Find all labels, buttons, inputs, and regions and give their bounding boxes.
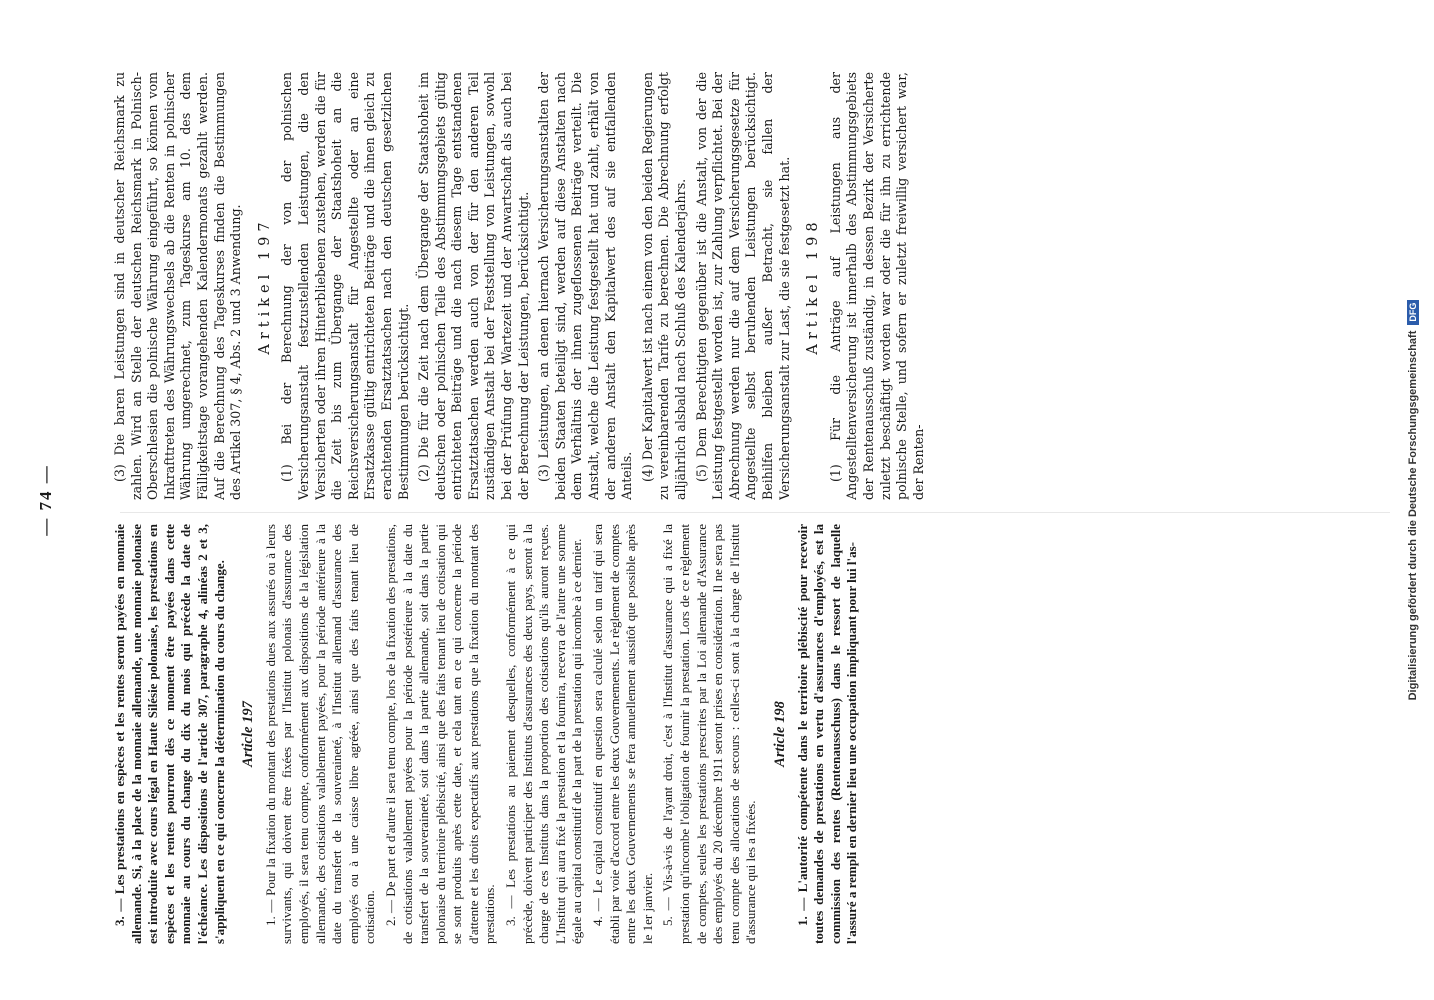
fr-article-198-heading: Article 198 <box>771 701 788 767</box>
fr-article-197-heading: Article 197 <box>240 701 257 767</box>
fr-paragraph: 5. — Vis-à-vis de l'ayant droit, c'est à l'Institut d'assurance qui a fixé la prestation qu'incombe l'obligation de fournir la prestation. Lors de ce règlement de comptes, seules les prestations prescrites par la Loi allemande d'Assurance des employés du 20 décembre 1911 seront prises en considération. Il ne sera pas tenu compte des allocations de secours : celles-ci sont à la charge de l'Institut d'assurance qui les a fixées. <box>660 524 759 944</box>
de-paragraph: (3) Die baren Leistungen sind in deutscher Reichsmark zu zahlen. Wird an Stelle der deutschen Reichsmark in Polnisch-Oberschlesien die polnische Währung eingeführt, so können vom Inkrafttreten des Währungswechsels ab die Renten in polnischer Währung umgerechnet, zum Tageskurse am 10. des dem Fälligkeitstage vorangehenden Kalendermonats gezahlt werden. Auf die Berechnung des Tageskurses finden die Bestimmungen des Artikel 307, § 4, Abs. 2 und 3 Anwendung. <box>112 72 244 500</box>
page-number: — 74 — <box>36 464 55 536</box>
column-divider <box>120 512 1390 513</box>
french-column <box>112 524 1402 944</box>
dfg-logo-icon: DFG <box>1407 300 1419 325</box>
fr-paragraph: 1. — L'autorité compétente dans le territoire plébiscité pour recevoir toutes demandes de prestations en vertu d'assurances d'employés, est la commission des rentes (Rentenausschuss) dans le ressort de laquelle l'assuré a rempli en dernier lieu une occupation impliquant pour lui l'as- <box>794 524 860 944</box>
de-paragraph: (5) Dem Berechtigten gegenüber ist die Anstalt, von der die Leistung festgestellt worden ist, zur Zahlung verpflichtet. Bei der Abrechnung werden nur die auf dem Versicherungsgesetze für Angestellte selbst beruhenden Leistungen berücksichtigt. Beihilfen bleiben außer Betracht, sie fallen der Versicherungsanstalt zur Last, die sie festgesetzt hat. <box>693 72 792 500</box>
de-paragraph: (3) Leistungen, an denen hiernach Versicherungsanstalten der beiden Staaten beteiligt sind, werden auf diese Anstalten nach dem Verhältnis der ihnen zugeflossenen Beiträge verteilt. Die Anstalt, welche die Leistung festgestellt hat und zahlt, erhält von der anderen Anstalt den Kapitalwert des auf sie entfallenden Anteils. <box>536 72 635 500</box>
de-paragraph: (1) Für die Anträge auf Leistungen aus der Angestelltenversicherung ist innerhalb des Abstimmungsgebiets der Rentenausschuß zuständig, in dessen Bezirk der Versicherte zuletzt beschäftigt worden war oder die für ihn zu errichtende polnische Stelle, und sofern er zuletzt freiwillig versichert war, der Renten- <box>827 72 926 500</box>
german-column <box>112 72 1402 500</box>
de-artikel-197-heading: Artikel 197 <box>256 217 273 355</box>
digitization-watermark <box>1400 60 1426 940</box>
de-paragraph: (2) Die für die Zeit nach dem Übergange der Staatshoheit im deutschen oder polnischen Teile des Abstimmungsgebiets gültig entrichteten Beiträge und die nach diesem Tage entstandenen Ersatztatsachen werden auch von der für den anderen Teil zuständigen Anstalt bei der Feststellung von Leistungen, sowohl bei der Prüfung der Wartezeit und der Anwartschaft als auch bei der Berechnung der Leistungen, berücksichtigt. <box>416 72 531 500</box>
de-paragraph: (4) Der Kapitalwert ist nach einem von den beiden Regierungen zu vereinbarenden Tarife zu berechnen. Die Abrechnung erfolgt alljährlich alsbald nach Schluß des Kalenderjahrs. <box>639 72 688 500</box>
fr-paragraph: 2. — De part et d'autre il sera tenu compte, lors de la fixation des prestations, de cotisations valablement payées pour la période postérieure à la date du transfert de la souveraineté, soit dans la partie allemande, soit dans la partie polonaise du territoire plébiscité, ainsi que des faits tenant lieu de cotisation qui se sont produits après cette date, et cela tant en ce qui concerne la période d'attente et les droits expectatifs aux prestations que la fixation du montant des prestations. <box>382 524 498 944</box>
de-paragraph: (1) Bei der Berechnung der von der polnischen Versicherungsanstalt festzustellenden Leistungen, die den Versicherten oder ihren Hinterbliebenen zustehen, werden die für die Zeit bis zum Übergange der Staatshoheit an die Reichsversicherungsanstalt für Angestellte oder an eine Ersatzkasse gültig entrichteten Beiträge und die ihnen gleich zu erachtenden Ersatztatsachen nach den deutschen gesetzlichen Bestimmungen berücksichtigt. <box>279 72 411 500</box>
fr-paragraph: 1. — Pour la fixation du montant des prestations dues aux assurés ou à leurs survivants, qui doivent être fixées par l'Institut polonais d'assurance des employés, il sera tenu compte, conformément aux dispositions de la législation allemande, des cotisations valablement payées, pour la période antérieure à la date du transfert de la souveraineté, à l'Institut allemand d'assurance des employés ou à une caisse libre agréée, ainsi que des faits tenant lieu de cotisation. <box>262 524 378 944</box>
watermark-text: Digitalisierung gefördert durch die Deutsche Forschungsgemeinschaft <box>1407 330 1419 701</box>
fr-paragraph: 3. — Les prestations au paiement desquelles, conformément à ce qui précède, doivent participer des Instituts d'assurances des deux pays, seront à la charge de ces Instituts dans la proportion des cotisations qu'ils auront reçues. L'Institut qui aura fixé la prestation et la fournira, recevra de l'autre une somme égale au capital constitutif de la part de la prestation qui incombe à ce dernier. <box>503 524 585 944</box>
de-artikel-198-heading: Artikel 198 <box>805 217 822 355</box>
fr-paragraph: 3. — Les prestations en espèces et les rentes seront payées en monnaie allemande. Si, à la place de la monnaie allemande, une monnaie polonaise est introduite avec cours légal en Haute Silésie polonaise, les prestations en espèces et les rentes pourront dès ce moment être payées dans cette monnaie au cours du change du dix du mois qui précède la date de l'échéance. Les dispositions de l'article 307, paragraphe 4, alinéas 2 et 3, s'appliquent en ce qui concerne la détermination du cours du change. <box>112 524 227 944</box>
fr-paragraph: 4. — Le capital constitutif en question sera calculé selon un tarif qui sera établi par voie d'accord entre les deux Gouvernements. Le règlement de comptes entre les deux Gouvernements se fera annuellement aussitôt que possible après le 1er janvier. <box>590 524 655 944</box>
